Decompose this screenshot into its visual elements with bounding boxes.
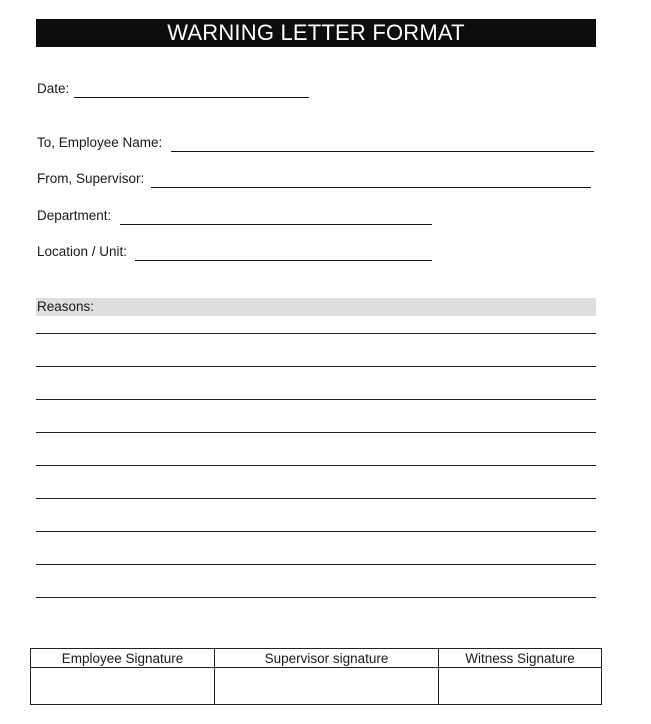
supervisor-signature-box[interactable] <box>215 668 439 705</box>
employee-name-label: To, Employee Name: <box>37 135 163 150</box>
witness-signature-header: Witness Signature <box>439 649 602 668</box>
reasons-header <box>36 298 596 316</box>
supervisor-signature-header: Supervisor signature <box>215 649 439 668</box>
department-input-line[interactable] <box>120 224 432 225</box>
reason-line[interactable] <box>36 399 596 400</box>
supervisor-label: From, Supervisor: <box>37 171 145 186</box>
witness-signature-box[interactable] <box>439 668 602 705</box>
date-input-line[interactable] <box>74 97 309 98</box>
location-input-line[interactable] <box>135 260 432 261</box>
employee-name-input-line[interactable] <box>171 151 594 152</box>
department-field <box>37 205 432 225</box>
supervisor-input-line[interactable] <box>151 187 591 188</box>
reason-line[interactable] <box>36 465 596 466</box>
reason-line[interactable] <box>36 531 596 532</box>
reason-line[interactable] <box>36 498 596 499</box>
location-field <box>37 241 432 261</box>
employee-signature-box[interactable] <box>31 668 215 705</box>
reason-line[interactable] <box>36 564 596 565</box>
employee-signature-header: Employee Signature <box>31 649 215 668</box>
reason-line[interactable] <box>36 432 596 433</box>
reason-line[interactable] <box>36 333 596 334</box>
department-label: Department: <box>37 208 112 223</box>
signature-table <box>30 648 602 705</box>
reason-line[interactable] <box>36 597 596 598</box>
document-title: WARNING LETTER FORMAT <box>36 19 596 47</box>
employee-name-field <box>37 132 594 152</box>
date-label: Date: <box>37 81 70 96</box>
reason-line[interactable] <box>36 366 596 367</box>
reasons-label: Reasons: <box>37 299 95 314</box>
date-field <box>37 78 309 98</box>
location-label: Location / Unit: <box>37 244 128 259</box>
supervisor-field <box>37 168 591 188</box>
